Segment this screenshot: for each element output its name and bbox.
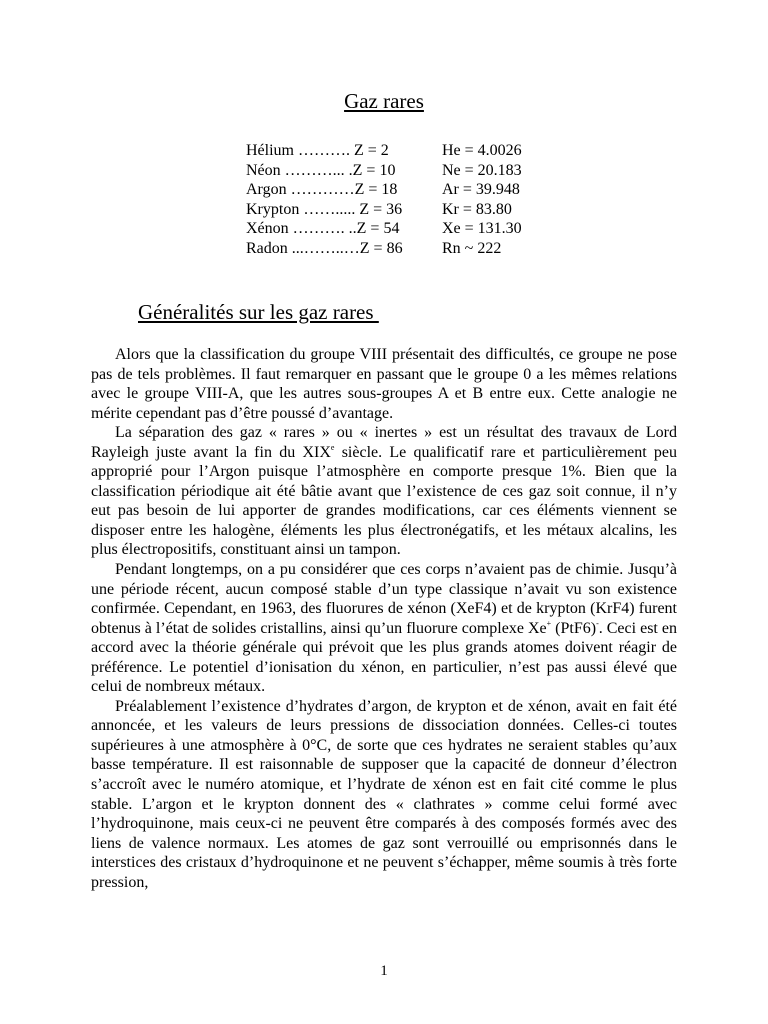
element-mass: Ar = 39.948 xyxy=(442,181,520,199)
paragraph-3-text-c: . Ceci est en accord avec la théorie générale qui prévoit que les plus grands atomes doivent réagir de préférence. Le potentiel d’ionisation du xénon, en particulier, n’est pas aussi élevé que celui de nombreux métaux. xyxy=(91,619,677,696)
element-mass: Ne = 20.183 xyxy=(442,161,522,179)
element-name-z: Krypton ……..... Z = 36 xyxy=(246,200,403,218)
element-row-radon xyxy=(246,239,522,259)
superscript-e: e xyxy=(330,442,335,452)
element-mass: Rn ~ 222 xyxy=(442,239,502,257)
page-title: Gaz rares xyxy=(344,89,424,113)
element-name-z: Néon ………... .Z = 10 xyxy=(246,161,396,179)
element-mass: Kr = 83.80 xyxy=(442,200,512,218)
paragraph-2 xyxy=(91,423,677,560)
element-row-xenon xyxy=(246,219,522,239)
superscript-plus: + xyxy=(546,618,552,628)
element-mass: He = 4.0026 xyxy=(442,142,522,159)
superscript-minus: - xyxy=(596,618,599,628)
noble-gas-list xyxy=(246,141,522,259)
paragraph-3-text-b: (PtF6) xyxy=(551,619,597,637)
paragraph-3-text-a: Pendant longtemps, on a pu considérer que ces corps n’avaient pas de chimie. Jusqu’à une période récent, aucun composé stable d’un type classique n’avait vu son existence confirmée. Cependant, en 1963, des fluorures de xénon (XeF4) et de krypton (KrF4) furent obtenus à l’état de solides cristallins, ainsi qu’un fluorure complexe Xe xyxy=(91,561,677,637)
section-title: Généralités sur les gaz rares xyxy=(138,300,379,324)
element-row-neon xyxy=(246,161,522,181)
element-name-z: Xénon ………. ..Z = 54 xyxy=(246,220,400,238)
paragraph-3 xyxy=(91,560,677,697)
element-name-z: Radon ...……..…Z = 86 xyxy=(246,239,403,257)
paragraph-1: Alors que la classification du groupe VIII présentait des difficultés, ce groupe ne pose pas de tels problèmes. Il faut remarquer en passant que le groupe 0 a les mêmes relations avec le groupe VIII-A, que les autres sous-groupes A et B entre eux. Cette analogie ne mérite cependant pas d’être poussé d’avantage. xyxy=(91,346,677,422)
element-row-helium xyxy=(246,141,522,161)
element-name-z: Hélium ………. Z = 2 xyxy=(246,142,389,159)
element-row-argon xyxy=(246,180,522,200)
element-row-krypton xyxy=(246,200,522,220)
body-text xyxy=(91,345,677,892)
element-name-z: Argon …………Z = 18 xyxy=(246,181,398,199)
element-mass: Xe = 131.30 xyxy=(442,220,522,238)
paragraph-2-text-a: La séparation des gaz « rares » ou « inertes » est un résultat des travaux de Lord Rayleigh juste avant la fin du XIX xyxy=(91,424,677,461)
page-number: 1 xyxy=(380,963,388,979)
paragraph-4: Préalablement l’existence d’hydrates d’argon, de krypton et de xénon, avait en fait été annoncée, et les valeurs de leurs pressions de dissociation données. Celles-ci toutes supérieures à une atmosphère à 0°C, de sorte que ces hydrates ne seraient stables qu’aux basse température. Il est raisonnable de supposer que la capacité de donneur d’électron s’accroît avec le numéro atomique, et l’hydrate de xénon est en fait cité comme le plus stable. L’argon et le krypton donnent des « clathrates » comme celui formé avec l’hydroquinone, mais ceux-ci ne peuvent être comparés à des composés formés avec des liens de valence normaux. Les atomes de gaz sont verrouillé ou emprisonnés dans le interstices des cristaux d’hydroquinone et ne peuvent s’échapper, même soumis à très forte pression, xyxy=(91,697,677,891)
paragraph-2-text-b: siècle. Le qualificatif rare et particulièrement peu approprié pour l’Argon puisque l’atmosphère en comporte presque 1%. Bien que la classification périodique ait été bâtie avant que l’existence de ces gaz soit connue, il n’y eut pas besoin de lui apporter de grandes modifications, car ces éléments viennent se disposer entre les halogène, éléments les plus électronégatifs, et les métaux alcalins, les plus électropositifs, constituant ainsi un tampon. xyxy=(91,443,678,559)
